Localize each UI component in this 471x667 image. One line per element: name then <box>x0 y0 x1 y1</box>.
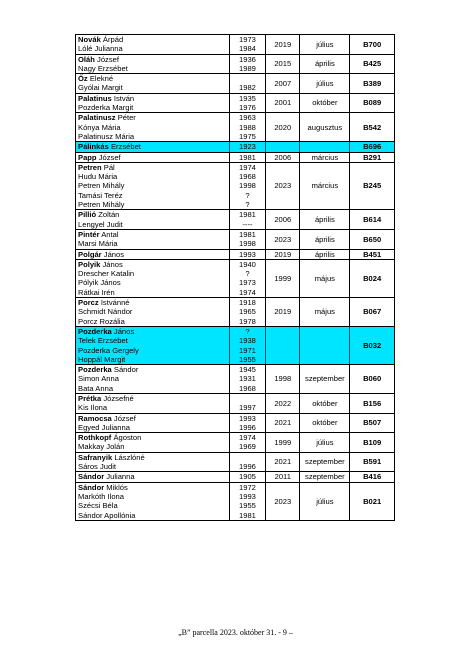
death-year-cell: 2019 <box>266 298 300 327</box>
given-name: József <box>98 152 121 162</box>
surname: Petren <box>78 162 102 172</box>
person-line <box>78 230 227 239</box>
surname: Safranyik <box>78 452 113 462</box>
birth-years-cell <box>229 113 265 142</box>
death-month-cell: április <box>300 249 350 259</box>
names-cell <box>76 54 230 74</box>
death-year-cell: 2023 <box>266 162 300 209</box>
person-line <box>78 278 227 287</box>
person-line <box>78 35 227 44</box>
death-year-cell: 1999 <box>266 433 300 453</box>
given-name: Palatinusz Mária <box>78 131 135 141</box>
birth-year: 1945 <box>239 365 256 375</box>
death-month-cell: április <box>300 54 350 74</box>
table-row <box>76 142 395 152</box>
death-month-cell: szeptember <box>300 365 350 394</box>
names-cell <box>76 152 230 162</box>
given-name: Istvánné <box>100 298 130 308</box>
birth-year <box>232 394 263 403</box>
given-name: József <box>97 54 119 64</box>
given-name: Antal <box>101 229 119 239</box>
birth-year: 1965 <box>239 307 256 317</box>
death-year-cell: 2021 <box>266 452 300 472</box>
given-name: Pozderka Gergely <box>78 345 139 355</box>
birth-year: 1981 <box>239 210 256 220</box>
given-name: Pál <box>103 162 115 172</box>
birth-years-cell <box>229 162 265 209</box>
birth-year: 1975 <box>239 131 256 141</box>
death-month-cell: augusztus <box>300 113 350 142</box>
given-name: Nagy Erzsébet <box>78 63 128 73</box>
table-row <box>76 365 395 394</box>
person-line <box>78 336 227 345</box>
birth-year: 1968 <box>239 383 256 393</box>
death-year-cell: 2011 <box>266 472 300 482</box>
birth-years-cell <box>229 482 265 520</box>
person-line <box>78 269 227 278</box>
surname: Polyik <box>78 259 101 269</box>
birth-year: 1996 <box>239 422 256 432</box>
table-row <box>76 298 395 327</box>
surname: Pillió <box>78 210 97 220</box>
birth-year: 1974 <box>239 433 256 443</box>
person-line <box>78 172 227 181</box>
birth-year: 1981 <box>239 229 256 239</box>
death-year-cell: 1998 <box>266 365 300 394</box>
birth-years-cell <box>229 152 265 162</box>
given-name: József <box>113 413 136 423</box>
person-line <box>78 250 227 259</box>
given-name: Bata Anna <box>78 383 114 393</box>
given-name: Kis Ilona <box>78 403 108 413</box>
table-row <box>76 152 395 162</box>
person-line <box>78 55 227 64</box>
birth-year: 1981 <box>239 152 256 162</box>
given-name: Petren Mihály <box>78 200 125 210</box>
person-line <box>78 511 227 520</box>
names-cell <box>76 365 230 394</box>
birth-year: 1936 <box>239 54 256 64</box>
given-name: János <box>102 259 123 269</box>
plot-code-cell: B021 <box>350 482 395 520</box>
plot-code-cell: B591 <box>350 452 395 472</box>
person-line <box>78 94 227 103</box>
death-month-cell: április <box>300 229 350 249</box>
birth-year: 1923 <box>239 142 256 152</box>
birth-year: ? <box>245 190 250 200</box>
table-row <box>76 54 395 74</box>
death-month-cell: szeptember <box>300 452 350 472</box>
birth-year: 1905 <box>239 472 256 482</box>
birth-years-cell <box>229 433 265 453</box>
birth-year: ---- <box>242 219 253 229</box>
table-row <box>76 482 395 520</box>
person-line <box>78 113 227 122</box>
given-name: Sáros Judit <box>78 462 116 472</box>
plot-code-cell: B507 <box>350 413 395 433</box>
given-name: Józsefné <box>103 393 134 403</box>
birth-years-cell <box>229 93 265 113</box>
names-cell <box>76 472 230 482</box>
given-name: Árpád <box>102 35 124 44</box>
plot-code-cell: B696 <box>350 142 395 152</box>
given-name: Petren Mihály <box>78 181 125 191</box>
death-year-cell: 2015 <box>266 54 300 74</box>
birth-year: 1963 <box>239 113 256 123</box>
plot-code-cell: B245 <box>350 162 395 209</box>
person-line <box>78 433 227 442</box>
surname: Pintér <box>78 229 100 239</box>
page-footer: „B” parcella 2023. október 31. - 9 – <box>178 628 293 637</box>
person-line <box>78 132 227 141</box>
surname: Polgár <box>78 249 102 259</box>
person-line <box>78 239 227 248</box>
birth-years-cell <box>229 35 265 55</box>
death-year-cell: 2007 <box>266 74 300 94</box>
person-line <box>78 346 227 355</box>
given-name: Sándor <box>113 365 139 375</box>
given-name: Lólé Julianna <box>78 44 123 54</box>
surname: Rothkopf <box>78 433 112 443</box>
names-cell <box>76 93 230 113</box>
birth-year: 1988 <box>239 122 256 132</box>
plot-code-cell: B425 <box>350 54 395 74</box>
table-row <box>76 74 395 94</box>
names-cell <box>76 482 230 520</box>
death-month-cell: április <box>300 210 350 230</box>
plot-code-cell: B416 <box>350 472 395 482</box>
birth-years-cell <box>229 393 265 413</box>
table-row <box>76 393 395 413</box>
surname: Pozderka <box>78 326 112 336</box>
names-cell <box>76 142 230 152</box>
person-line <box>78 462 227 471</box>
death-month-cell: július <box>300 482 350 520</box>
person-line <box>78 103 227 112</box>
death-month-cell: július <box>300 433 350 453</box>
given-name: Hudu Mária <box>78 172 118 182</box>
death-month-cell: március <box>300 162 350 209</box>
given-name: Makkay Jolán <box>78 442 125 452</box>
person-line <box>78 260 227 269</box>
birth-year: 1989 <box>239 63 256 73</box>
death-year-cell: 2019 <box>266 35 300 55</box>
person-line <box>78 44 227 53</box>
given-name: Drescher Katalin <box>78 269 135 279</box>
surname: Őz <box>78 74 88 84</box>
surname: Novák <box>78 35 101 44</box>
person-line <box>78 327 227 336</box>
names-cell <box>76 113 230 142</box>
birth-year: ? <box>245 326 250 336</box>
surname: Sándor <box>78 482 105 492</box>
death-month-cell: május <box>300 259 350 297</box>
plot-code-cell: B032 <box>350 326 395 364</box>
birth-year: 1976 <box>239 103 256 113</box>
given-name: Telek Erzsébet <box>78 336 128 346</box>
plot-code-cell: B614 <box>350 210 395 230</box>
surname: Ramocsa <box>78 413 112 423</box>
table-row <box>76 433 395 453</box>
plot-code-cell: B060 <box>350 365 395 394</box>
names-cell <box>76 35 230 55</box>
birth-years-cell <box>229 326 265 364</box>
birth-year: 1996 <box>239 462 256 472</box>
person-line <box>78 74 227 83</box>
person-line <box>78 442 227 451</box>
person-line <box>78 64 227 73</box>
names-cell <box>76 210 230 230</box>
names-cell <box>76 162 230 209</box>
birth-years-cell <box>229 229 265 249</box>
birth-years-cell <box>229 54 265 74</box>
birth-year: 1972 <box>239 482 256 492</box>
death-month-cell: október <box>300 413 350 433</box>
given-name: János <box>113 326 135 336</box>
birth-year: 1931 <box>239 374 256 384</box>
table-row <box>76 93 395 113</box>
death-year-cell: 2023 <box>266 482 300 520</box>
person-line <box>78 210 227 219</box>
given-name: Kónya Mária <box>78 122 121 132</box>
birth-year: 1940 <box>239 259 256 269</box>
plot-code-cell: B291 <box>350 152 395 162</box>
given-name: Lászlóné <box>114 452 145 462</box>
given-name: Pólyik János <box>78 278 121 288</box>
surname: Palatinusz <box>78 113 116 123</box>
birth-year: 1935 <box>239 93 256 103</box>
table-row <box>76 113 395 142</box>
birth-year: 1982 <box>239 83 256 93</box>
table-row <box>76 259 395 297</box>
death-month-cell <box>300 142 350 152</box>
given-name: Markóth Ilona <box>78 491 125 501</box>
death-year-cell <box>266 326 300 364</box>
person-line <box>78 220 227 229</box>
names-cell <box>76 452 230 472</box>
table-row <box>76 413 395 433</box>
names-cell <box>76 259 230 297</box>
birth-year: 1969 <box>239 442 256 452</box>
death-year-cell: 2023 <box>266 229 300 249</box>
person-line <box>78 453 227 462</box>
birth-year: 1973 <box>239 278 256 288</box>
birth-year: 1997 <box>239 403 256 413</box>
burial-register-table <box>75 34 395 521</box>
plot-code-cell: B024 <box>350 259 395 297</box>
death-month-cell: szeptember <box>300 472 350 482</box>
plot-code-cell: B451 <box>350 249 395 259</box>
person-line <box>78 181 227 190</box>
birth-year: 1955 <box>239 354 256 364</box>
given-name: Péter <box>117 113 136 123</box>
person-line <box>78 365 227 374</box>
birth-year: 1971 <box>239 345 256 355</box>
birth-year <box>232 74 263 83</box>
death-month-cell: október <box>300 393 350 413</box>
surname: Papp <box>78 152 97 162</box>
birth-year: 1993 <box>239 249 256 259</box>
given-name: Marsi Mária <box>78 239 118 249</box>
plot-code-cell: B089 <box>350 93 395 113</box>
person-line <box>78 163 227 172</box>
given-name: Sándor Apollónia <box>78 510 136 520</box>
plot-code-cell: B109 <box>350 433 395 453</box>
person-line <box>78 317 227 326</box>
person-line <box>78 394 227 403</box>
birth-years-cell <box>229 259 265 297</box>
given-name: Pozderka Margit <box>78 103 134 113</box>
birth-years-cell <box>229 249 265 259</box>
names-cell <box>76 74 230 94</box>
birth-year: 1974 <box>239 162 256 172</box>
death-month-cell: október <box>300 93 350 113</box>
death-year-cell: 2019 <box>266 249 300 259</box>
given-name: Szécsi Béla <box>78 501 118 511</box>
birth-year: 1984 <box>239 44 256 54</box>
birth-years-cell <box>229 142 265 152</box>
plot-code-cell: B067 <box>350 298 395 327</box>
birth-year: ? <box>245 269 250 279</box>
person-line <box>78 288 227 297</box>
person-line <box>78 298 227 307</box>
table-row <box>76 326 395 364</box>
names-cell <box>76 433 230 453</box>
person-line <box>78 414 227 423</box>
given-name: János <box>103 249 125 259</box>
given-name: István <box>113 93 135 103</box>
death-month-cell: március <box>300 152 350 162</box>
person-line <box>78 492 227 501</box>
person-line <box>78 200 227 209</box>
names-cell <box>76 326 230 364</box>
given-name: Miklós <box>106 482 128 492</box>
person-line <box>78 483 227 492</box>
birth-years-cell <box>229 210 265 230</box>
given-name: Rátkai Irén <box>78 287 115 297</box>
given-name: Porcz Rozália <box>78 316 125 326</box>
death-year-cell: 2021 <box>266 413 300 433</box>
given-name: Lengyel Judit <box>78 219 123 229</box>
names-cell <box>76 393 230 413</box>
birth-year: 1998 <box>239 239 256 249</box>
surname: Porcz <box>78 298 99 308</box>
surname: Palatinus <box>78 93 112 103</box>
plot-code-cell: B700 <box>350 35 395 55</box>
birth-year: 1998 <box>239 181 256 191</box>
birth-years-cell <box>229 452 265 472</box>
birth-year: 1993 <box>239 413 256 423</box>
birth-year: 1955 <box>239 501 256 511</box>
given-name: Hoppál Margit <box>78 354 126 364</box>
death-month-cell: július <box>300 35 350 55</box>
birth-years-cell <box>229 413 265 433</box>
table-row <box>76 35 395 55</box>
table-row <box>76 229 395 249</box>
names-cell <box>76 413 230 433</box>
birth-year: 1968 <box>239 172 256 182</box>
death-year-cell: 2020 <box>266 113 300 142</box>
names-cell <box>76 298 230 327</box>
birth-years-cell <box>229 298 265 327</box>
birth-year: 1981 <box>239 510 256 520</box>
table-row <box>76 162 395 209</box>
death-year-cell: 1999 <box>266 259 300 297</box>
given-name: Egyed Julianna <box>78 422 130 432</box>
birth-year: 1973 <box>239 35 256 44</box>
person-line <box>78 153 227 162</box>
person-line <box>78 403 227 412</box>
birth-years-cell <box>229 365 265 394</box>
given-name: Julianna <box>106 472 135 482</box>
death-month-cell: július <box>300 74 350 94</box>
person-line <box>78 355 227 364</box>
birth-year: 1978 <box>239 316 256 326</box>
person-line <box>78 384 227 393</box>
given-name: Zoltán <box>98 210 120 220</box>
given-name: Ágoston <box>113 433 142 443</box>
birth-year: 1974 <box>239 287 256 297</box>
plot-code-cell: B389 <box>350 74 395 94</box>
given-name: Gyólai Margit <box>78 83 123 93</box>
death-year-cell: 2006 <box>266 152 300 162</box>
birth-years-cell <box>229 74 265 94</box>
death-year-cell <box>266 142 300 152</box>
death-year-cell: 2022 <box>266 393 300 413</box>
given-name: Simon Anna <box>78 374 119 384</box>
person-line <box>78 501 227 510</box>
given-name: Tamási Teréz <box>78 190 123 200</box>
surname: Oláh <box>78 54 95 64</box>
person-line <box>78 307 227 316</box>
plot-code-cell: B156 <box>350 393 395 413</box>
death-month-cell <box>300 326 350 364</box>
plot-code-cell: B650 <box>350 229 395 249</box>
person-line <box>78 472 227 481</box>
death-month-cell: május <box>300 298 350 327</box>
given-name: Erzsébet <box>110 142 141 152</box>
person-line <box>78 123 227 132</box>
birth-year: 1918 <box>239 298 256 308</box>
birth-year: ? <box>245 200 250 210</box>
birth-years-cell <box>229 472 265 482</box>
surname: Prétka <box>78 393 102 403</box>
person-line <box>78 374 227 383</box>
death-year-cell: 2006 <box>266 210 300 230</box>
table-row <box>76 452 395 472</box>
plot-code-cell: B542 <box>350 113 395 142</box>
birth-year: 1938 <box>239 336 256 346</box>
names-cell <box>76 249 230 259</box>
death-year-cell: 2001 <box>266 93 300 113</box>
given-name: Elekné <box>89 74 114 84</box>
person-line <box>78 142 227 151</box>
person-line <box>78 191 227 200</box>
table-row <box>76 249 395 259</box>
names-cell <box>76 229 230 249</box>
person-line <box>78 83 227 92</box>
birth-year: 1993 <box>239 491 256 501</box>
person-line <box>78 423 227 432</box>
surname: Sándor <box>78 472 105 482</box>
surname: Pozderka <box>78 365 112 375</box>
table-row <box>76 210 395 230</box>
surname: Pálinkás <box>78 142 109 152</box>
table-row <box>76 472 395 482</box>
birth-year <box>232 453 263 462</box>
given-name: Schmidt Nándor <box>78 307 133 317</box>
